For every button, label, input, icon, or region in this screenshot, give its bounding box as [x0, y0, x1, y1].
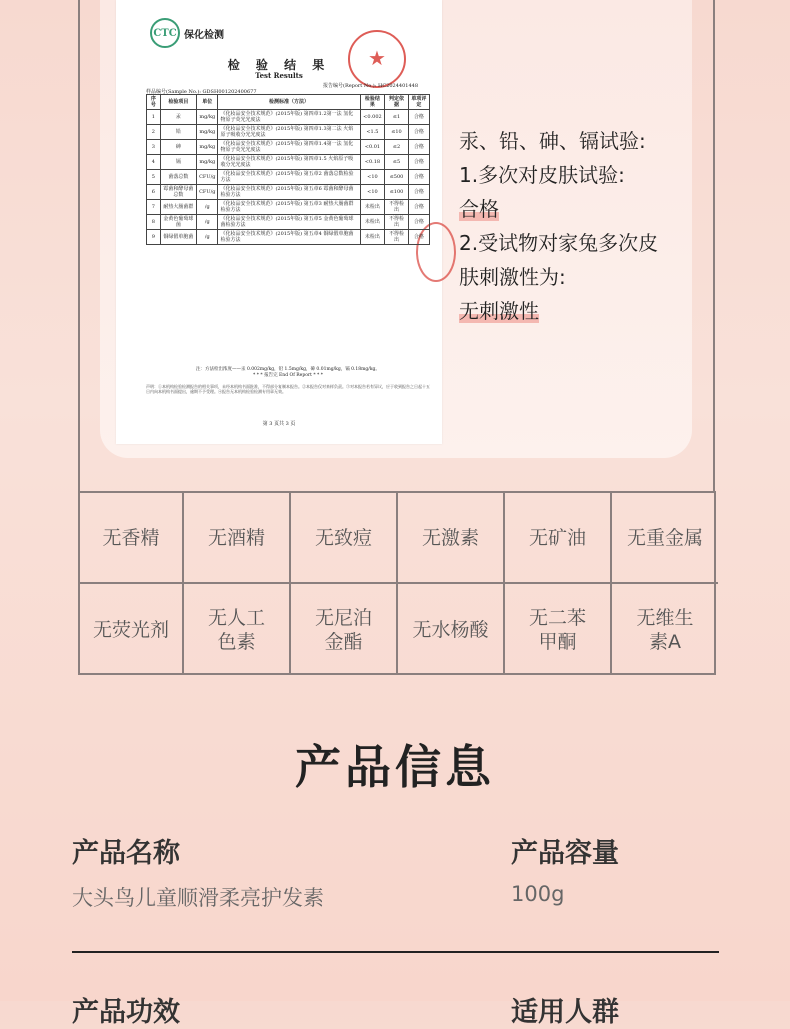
- report-page-number: 第 3 页共 3 页: [262, 421, 296, 427]
- table-cell: CFU/g: [197, 185, 218, 200]
- free-from-cell: 无致痘: [291, 493, 398, 584]
- table-cell: 合格: [408, 200, 429, 215]
- table-row: [147, 170, 430, 185]
- test-report-image: [116, 0, 442, 444]
- free-from-cell: 无维生素A: [636, 606, 694, 653]
- report-fine-print: 声明：①本机构检验检测报告的相关事项，未经本机构书面批准，不得部分复制本报告。②本报告仅对来样负责。③对本报告若有异议，应于收到报告之日起十五日内向本机构书面提出，逾期不予受理。④报告无本机构检验检测专用章无效。: [146, 384, 430, 394]
- results-highlight: 合格: [459, 197, 499, 221]
- table-cell: 《化妆品安全技术规范》(2015年版) 第五章6 霉菌和酵母菌检验方法: [218, 185, 360, 200]
- free-from-cell: 无香精: [80, 493, 184, 584]
- results-table-body: [147, 110, 430, 245]
- free-from-cell: 无人工色素: [184, 584, 291, 675]
- table-cell: 《化妆品安全技术规范》(2015年版) 第四章1.3第二法 火焰原子吸收分光光度法: [218, 125, 360, 140]
- free-from-cell: 无酒精: [184, 493, 291, 584]
- table-cell: /g: [197, 215, 218, 230]
- table-cell: 不得检出: [385, 215, 408, 230]
- header-cell: 单位: [197, 95, 218, 110]
- frame-right-border: [713, 0, 715, 493]
- table-cell: 不得检出: [385, 200, 408, 215]
- free-from-cell: 无激素: [398, 493, 505, 584]
- table-row: [147, 230, 430, 245]
- table-cell: 合格: [408, 155, 429, 170]
- table-cell: 《化妆品安全技术规范》(2015年版) 第四章1.2第一法 氢化物原子荧光光度法: [218, 110, 360, 125]
- table-row: [147, 185, 430, 200]
- table-cell: 汞: [160, 110, 196, 125]
- table-cell: 合格: [408, 215, 429, 230]
- product-name-label: 产品名称: [72, 838, 180, 869]
- results-line: 1.多次对皮肤试验:: [459, 163, 625, 187]
- table-cell: 《化妆品安全技术规范》(2015年版) 第五章5 金黄色葡萄球菌检验方法: [218, 215, 360, 230]
- table-cell: <0.01: [360, 140, 385, 155]
- table-row: [147, 140, 430, 155]
- table-cell: ≤1: [385, 110, 408, 125]
- table-cell: ≤10: [385, 125, 408, 140]
- table-cell: 镉: [160, 155, 196, 170]
- table-cell: <10: [360, 170, 385, 185]
- free-from-grid: [78, 491, 716, 675]
- table-cell: 《化妆品安全技术规范》(2015年版) 第五章4 铜绿假单胞菌检验方法: [218, 230, 360, 245]
- free-from-cell: 无尼泊金酯: [291, 584, 398, 675]
- header-cell: 检验结果: [360, 95, 385, 110]
- table-cell: 合格: [408, 140, 429, 155]
- product-capacity-value: 100g: [511, 882, 565, 906]
- lab-logo: [150, 18, 224, 48]
- table-cell: 《化妆品安全技术规范》(2015年版) 第五章2 菌落总数检验方法: [218, 170, 360, 185]
- table-cell: 合格: [408, 110, 429, 125]
- table-cell: 合格: [408, 125, 429, 140]
- section-title: 产品信息: [295, 740, 495, 794]
- table-cell: ≤500: [385, 170, 408, 185]
- results-line: 汞、铅、砷、镉试验:: [459, 129, 646, 153]
- lab-logo-text: 保化检测: [184, 29, 224, 41]
- results-highlight: 无刺激性: [459, 299, 539, 323]
- table-cell: 《化妆品安全技术规范》(2015年版) 第四章1.4第一法 氢化物原子荧光光度法: [218, 140, 360, 155]
- target-users-label: 适用人群: [511, 997, 619, 1028]
- table-cell: /g: [197, 200, 218, 215]
- table-cell: 砷: [160, 140, 196, 155]
- table-cell: mg/kg: [197, 155, 218, 170]
- table-cell: 铅: [160, 125, 196, 140]
- report-subtitle: Test Results: [255, 71, 303, 80]
- table-cell: ≤2: [385, 140, 408, 155]
- table-cell: 未检出: [360, 230, 385, 245]
- table-row: [147, 110, 430, 125]
- lab-logo-mark: CTC: [150, 18, 180, 48]
- header-cell: 序号: [147, 95, 161, 110]
- table-cell: 合格: [408, 230, 429, 245]
- report-title: 检 验 结 果: [227, 58, 331, 72]
- sample-number: 样品编号(Sample No.): GDSH001202400677: [146, 89, 257, 95]
- product-capacity-label: 产品容量: [511, 838, 619, 869]
- header-cell: 判定依据: [385, 95, 408, 110]
- section-divider: [72, 951, 719, 953]
- table-cell: <0.002: [360, 110, 385, 125]
- product-effect-label: 产品功效: [72, 997, 180, 1028]
- table-cell: 合格: [408, 185, 429, 200]
- table-cell: 6: [147, 185, 161, 200]
- table-cell: 5: [147, 170, 161, 185]
- table-cell: mg/kg: [197, 140, 218, 155]
- table-cell: 3: [147, 140, 161, 155]
- table-cell: 霉菌和酵母菌总数: [160, 185, 196, 200]
- table-cell: 合格: [408, 170, 429, 185]
- report-number: 报告编号(Report No.): HC2024401448: [323, 83, 418, 89]
- test-results-summary: [459, 124, 658, 328]
- table-cell: 不得检出: [385, 230, 408, 245]
- free-from-cell: 无二苯甲酮: [505, 584, 612, 675]
- table-cell: <10: [360, 185, 385, 200]
- results-line: 2.受试物对家兔多次皮: [459, 231, 659, 255]
- table-cell: 菌落总数: [160, 170, 196, 185]
- table-cell: 9: [147, 230, 161, 245]
- frame-left-border: [78, 0, 80, 493]
- results-table-header: [147, 95, 430, 110]
- table-cell: 4: [147, 155, 161, 170]
- table-cell: 2: [147, 125, 161, 140]
- table-cell: 耐热大肠菌群: [160, 200, 196, 215]
- table-cell: <1.5: [360, 125, 385, 140]
- table-cell: 7: [147, 200, 161, 215]
- free-from-cell: 无重金属: [612, 493, 718, 584]
- table-cell: 《化妆品安全技术规范》(2015年版) 第四章1.5 火焰原子吸收分光光度法: [218, 155, 360, 170]
- results-line: 肤刺激性为:: [459, 265, 566, 289]
- table-cell: /g: [197, 230, 218, 245]
- table-cell: 金黄色葡萄球菌: [160, 215, 196, 230]
- table-cell: 《化妆品安全技术规范》(2015年版) 第五章3 耐热大肠菌群检验方法: [218, 200, 360, 215]
- table-cell: mg/kg: [197, 110, 218, 125]
- table-row: [147, 155, 430, 170]
- table-cell: <0.18: [360, 155, 385, 170]
- table-cell: 未检出: [360, 200, 385, 215]
- free-from-cell: 无矿油: [505, 493, 612, 584]
- table-cell: 铜绿假单胞菌: [160, 230, 196, 245]
- table-cell: CFU/g: [197, 170, 218, 185]
- table-cell: 1: [147, 110, 161, 125]
- table-row: [147, 125, 430, 140]
- table-cell: ≤100: [385, 185, 408, 200]
- table-row: [147, 200, 430, 215]
- results-table: [146, 94, 430, 245]
- table-cell: ≤5: [385, 155, 408, 170]
- free-from-cell: 无水杨酸: [398, 584, 505, 675]
- free-from-cell: 无荧光剂: [80, 584, 184, 675]
- header-cell: 检测标准（方法）: [218, 95, 360, 110]
- product-name-value: 大头鸟儿童顺滑柔亮护发素: [72, 886, 324, 910]
- header-cell: 单项评定: [408, 95, 429, 110]
- table-row: [147, 215, 430, 230]
- header-cell: 检验项目: [160, 95, 196, 110]
- table-cell: 未检出: [360, 215, 385, 230]
- table-cell: 8: [147, 215, 161, 230]
- report-note: 注：方法检出浓度——汞 0.002mg/kg，铅 1.5mg/kg，砷 0.01mg/kg，镉 0.18mg/kg。 * * * 报告完 End Of Report * * *: [196, 367, 380, 378]
- table-cell: mg/kg: [197, 125, 218, 140]
